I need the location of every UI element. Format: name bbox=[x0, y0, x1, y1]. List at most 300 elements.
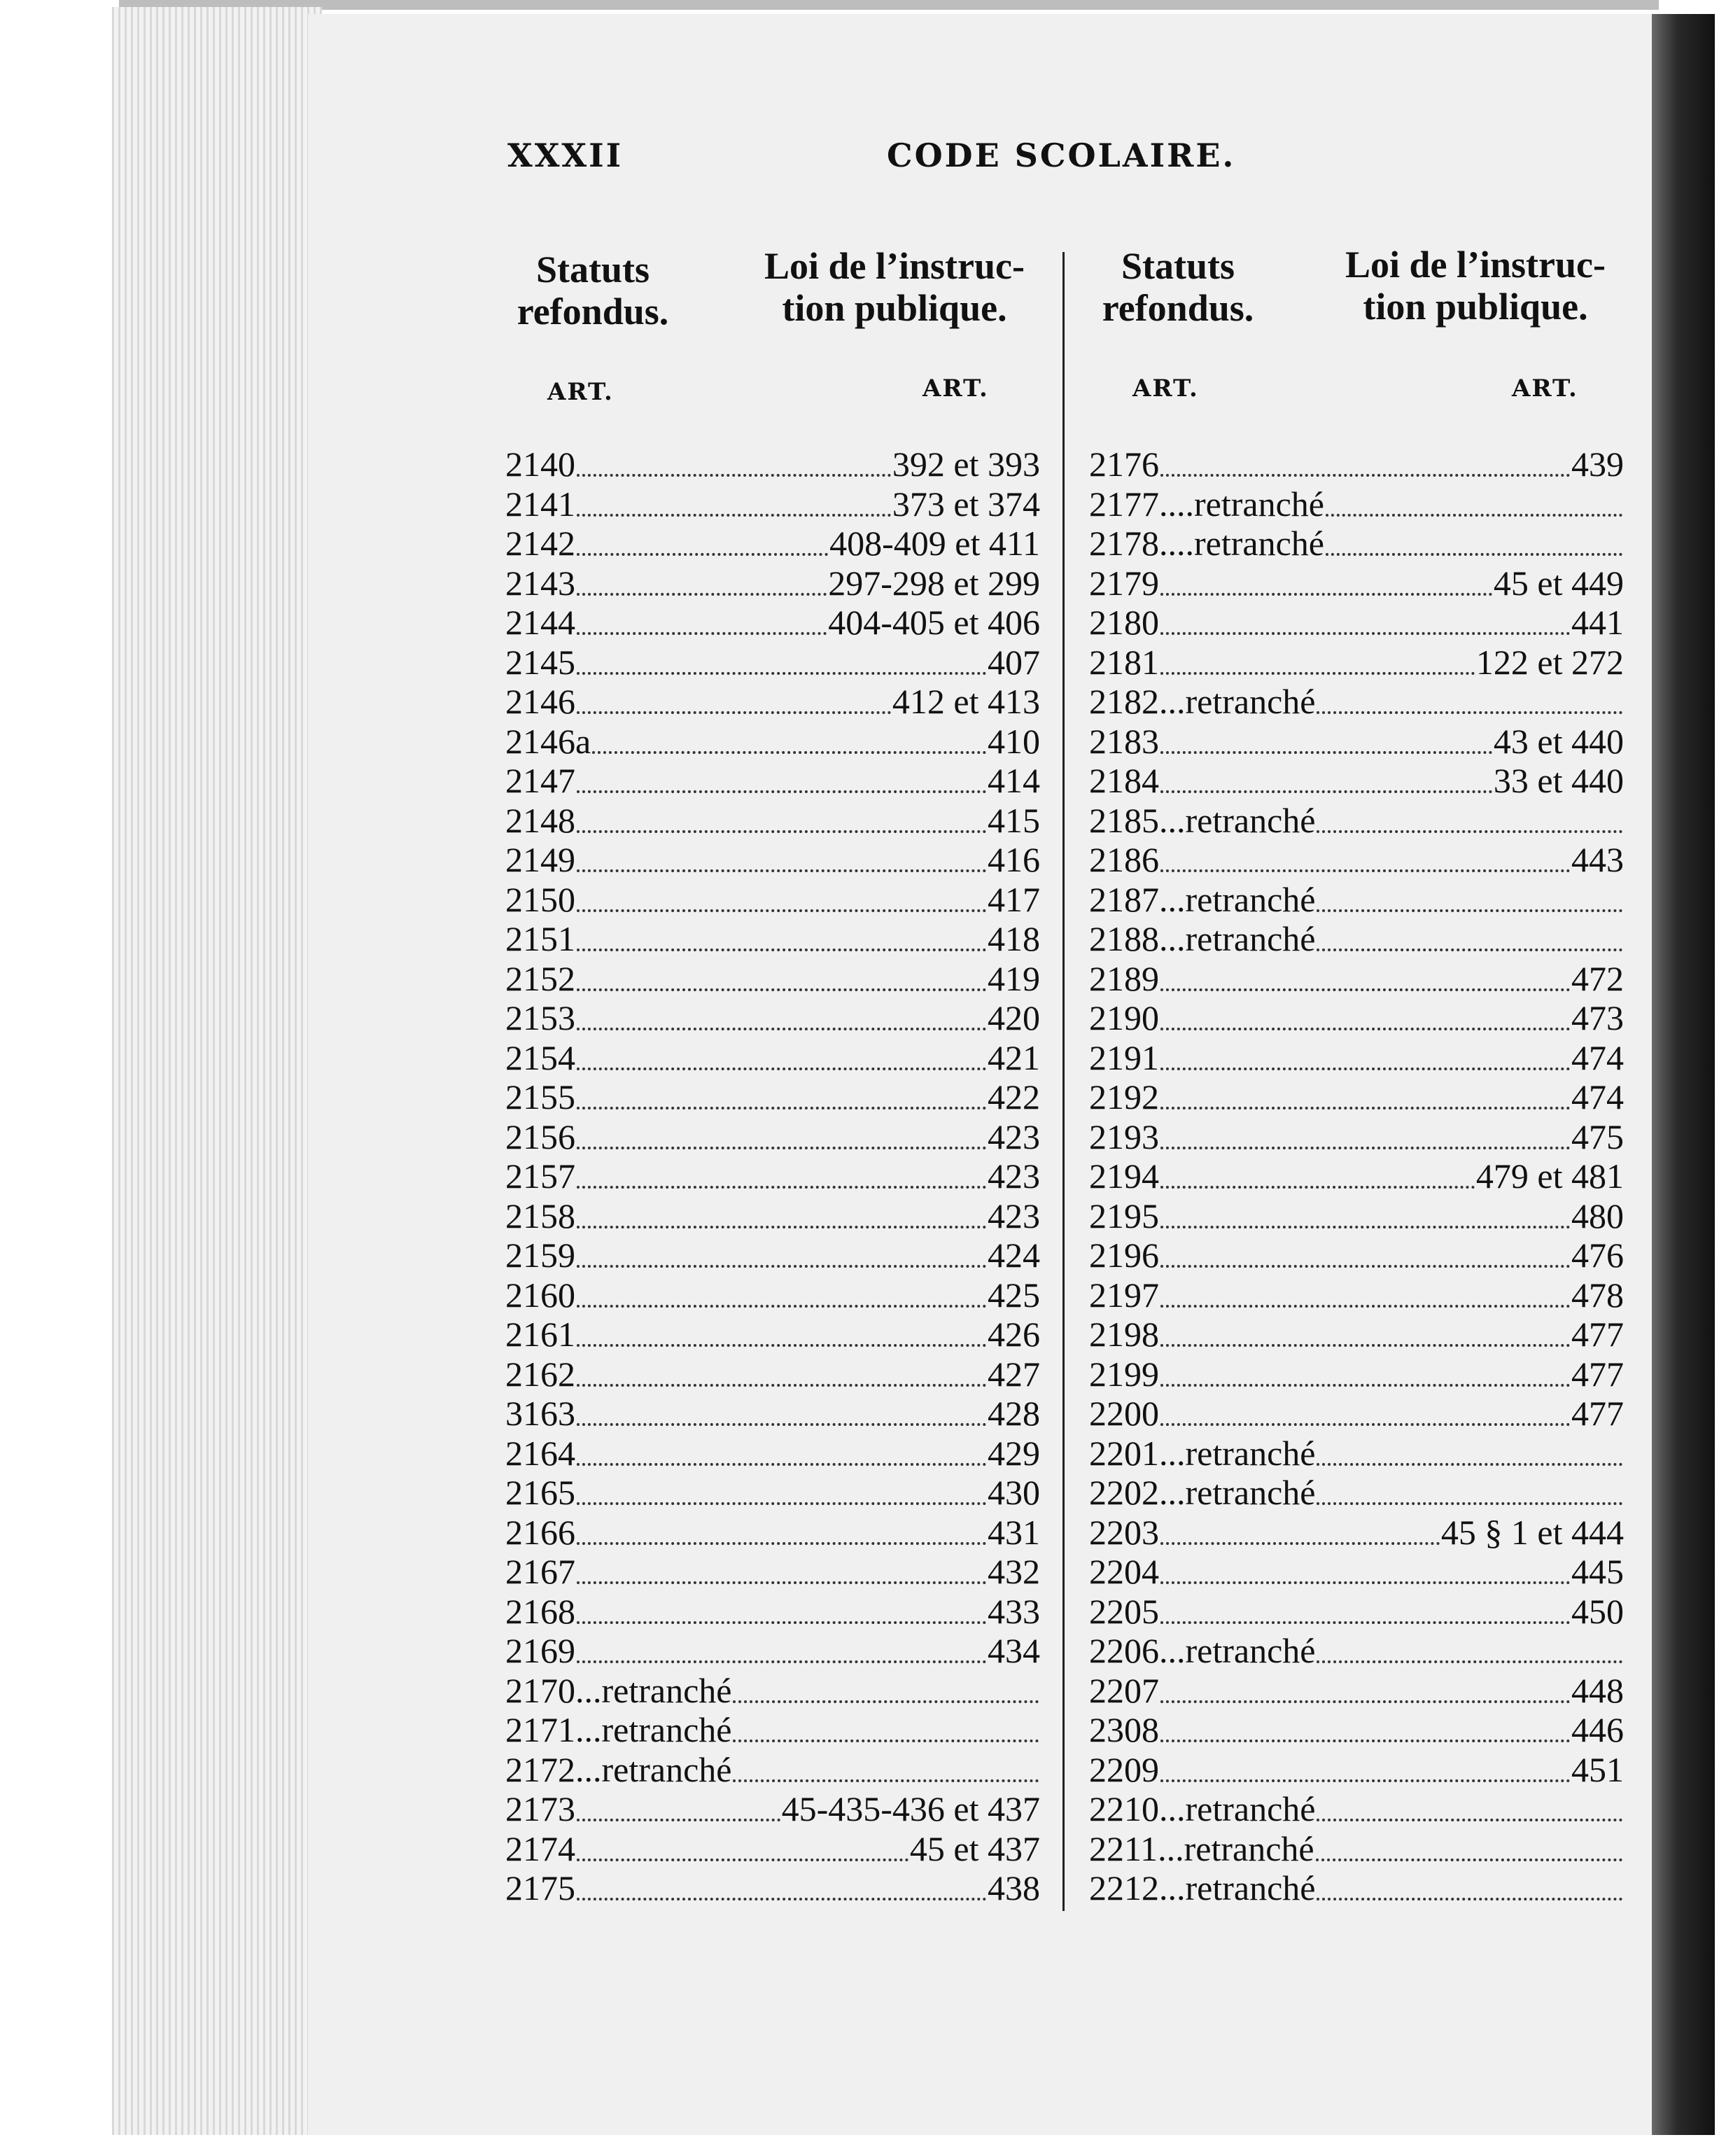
dot-leader bbox=[577, 948, 986, 951]
law-article: 414 bbox=[988, 761, 1040, 800]
table-row bbox=[505, 524, 1040, 564]
table-row bbox=[505, 880, 1040, 920]
dot-leader bbox=[1160, 1384, 1570, 1387]
table-row bbox=[505, 1156, 1040, 1196]
table-row bbox=[505, 444, 1040, 484]
heading-line: Statuts bbox=[1121, 245, 1235, 287]
law-article: 479 et 481 bbox=[1475, 1156, 1624, 1196]
table-row bbox=[1089, 524, 1624, 564]
statute-article: 2149 bbox=[505, 840, 575, 879]
statute-article: 2206...retranché bbox=[1089, 1631, 1316, 1670]
statute-article: 2193 bbox=[1089, 1116, 1159, 1156]
table-row bbox=[505, 1710, 1040, 1750]
dot-leader bbox=[1160, 474, 1570, 477]
dot-leader bbox=[577, 1147, 986, 1149]
dot-leader bbox=[577, 1305, 986, 1308]
statute-article: 2205 bbox=[1089, 1591, 1159, 1631]
left-concordance-table bbox=[505, 444, 1040, 1908]
table-row bbox=[1089, 919, 1624, 959]
statute-article: 2150 bbox=[505, 879, 575, 919]
law-article: 392 et 393 bbox=[892, 444, 1040, 484]
table-row bbox=[505, 1750, 1040, 1790]
dot-leader bbox=[577, 1463, 986, 1466]
table-row bbox=[505, 1631, 1040, 1671]
statute-article: 2153 bbox=[505, 998, 575, 1037]
law-article: 419 bbox=[988, 958, 1040, 998]
law-article: 431 bbox=[988, 1512, 1040, 1552]
dot-leader bbox=[1160, 1700, 1570, 1703]
law-article: 423 bbox=[988, 1116, 1040, 1156]
table-row bbox=[505, 1434, 1040, 1474]
law-article: 421 bbox=[988, 1037, 1040, 1077]
statute-article: 2145 bbox=[505, 642, 575, 682]
table-row bbox=[1089, 1473, 1624, 1513]
table-row bbox=[1089, 998, 1624, 1038]
dot-leader bbox=[1317, 711, 1622, 714]
table-row bbox=[505, 1354, 1040, 1394]
heading-line: Loi de l’instruc- bbox=[764, 245, 1025, 287]
dot-leader bbox=[1160, 672, 1475, 675]
dot-leader bbox=[1160, 790, 1492, 793]
heading-line: Loi de l’instruc- bbox=[1345, 244, 1606, 286]
dot-leader bbox=[577, 553, 828, 556]
right-concordance-table bbox=[1089, 444, 1624, 1908]
heading-line: refondus. bbox=[1102, 287, 1254, 329]
table-row bbox=[1089, 1196, 1624, 1236]
statute-article: 2158 bbox=[505, 1196, 575, 1236]
dot-leader bbox=[577, 1423, 986, 1426]
column-divider bbox=[1062, 252, 1065, 1911]
statute-article: 2152 bbox=[505, 958, 575, 998]
table-row bbox=[1089, 1394, 1624, 1434]
table-row bbox=[505, 1236, 1040, 1275]
table-row bbox=[1089, 1829, 1624, 1869]
dot-leader bbox=[1160, 1068, 1570, 1070]
dot-leader bbox=[1160, 1265, 1570, 1268]
table-row bbox=[1089, 603, 1624, 643]
law-article: 445 bbox=[1571, 1552, 1624, 1591]
table-row bbox=[505, 603, 1040, 643]
table-row bbox=[1089, 1631, 1624, 1671]
statute-article: 2157 bbox=[505, 1156, 575, 1196]
dot-leader bbox=[577, 1265, 986, 1268]
statute-article: 2201...retranché bbox=[1089, 1433, 1316, 1473]
law-article: 45 et 449 bbox=[1493, 563, 1624, 603]
law-article: 422 bbox=[988, 1077, 1040, 1116]
statute-article: 2176 bbox=[1089, 444, 1159, 484]
statute-article: 2191 bbox=[1089, 1037, 1159, 1077]
table-row bbox=[505, 1592, 1040, 1632]
statute-article: 2183 bbox=[1089, 721, 1159, 761]
dot-leader bbox=[577, 1344, 986, 1347]
dot-leader bbox=[1317, 1819, 1622, 1821]
statute-article: 2202...retranché bbox=[1089, 1473, 1316, 1512]
statute-article: 2151 bbox=[505, 919, 575, 958]
dot-leader bbox=[577, 1502, 986, 1505]
dot-leader bbox=[1160, 869, 1570, 872]
statute-article: 2175 bbox=[505, 1868, 575, 1907]
statute-article: 2195 bbox=[1089, 1196, 1159, 1236]
table-row bbox=[1089, 1354, 1624, 1394]
table-row bbox=[505, 564, 1040, 603]
dot-leader bbox=[1326, 553, 1622, 556]
dot-leader bbox=[577, 1186, 986, 1189]
statute-article: 2164 bbox=[505, 1433, 575, 1473]
dot-leader bbox=[577, 672, 986, 675]
law-article: 474 bbox=[1571, 1037, 1624, 1077]
law-article: 423 bbox=[988, 1196, 1040, 1236]
statute-article: 2169 bbox=[505, 1631, 575, 1670]
table-row bbox=[505, 1513, 1040, 1553]
table-row bbox=[505, 761, 1040, 801]
table-row bbox=[505, 1038, 1040, 1078]
statute-article: 2173 bbox=[505, 1789, 575, 1828]
table-row bbox=[505, 1315, 1040, 1354]
statute-article: 2210...retranché bbox=[1089, 1789, 1316, 1828]
dot-leader bbox=[577, 1581, 986, 1584]
law-article: 473 bbox=[1571, 998, 1624, 1037]
dot-leader bbox=[577, 1028, 986, 1030]
table-row bbox=[1089, 682, 1624, 722]
dot-leader bbox=[1160, 988, 1570, 991]
law-article: 438 bbox=[988, 1868, 1040, 1907]
law-article: 410 bbox=[988, 721, 1040, 761]
table-row bbox=[1089, 1077, 1624, 1117]
table-row bbox=[1089, 1275, 1624, 1315]
statute-article: 2186 bbox=[1089, 840, 1159, 879]
page-title: CODE SCOLAIRE. bbox=[887, 136, 1236, 174]
heading-line: refondus. bbox=[517, 290, 669, 332]
dot-leader bbox=[577, 632, 827, 635]
table-row bbox=[505, 919, 1040, 959]
statute-article: 2146a bbox=[505, 721, 591, 761]
table-row bbox=[1089, 1592, 1624, 1632]
law-article: 441 bbox=[1571, 603, 1624, 642]
table-row bbox=[505, 959, 1040, 999]
statute-article: 2154 bbox=[505, 1037, 575, 1077]
law-article: 428 bbox=[988, 1394, 1040, 1433]
table-row bbox=[1089, 564, 1624, 603]
dot-leader bbox=[577, 1858, 908, 1861]
statute-article: 2181 bbox=[1089, 642, 1159, 682]
dot-leader bbox=[1160, 632, 1570, 635]
dot-leader bbox=[1317, 948, 1622, 951]
law-article: 432 bbox=[988, 1552, 1040, 1591]
dot-leader bbox=[577, 1819, 780, 1821]
law-article: 439 bbox=[1571, 444, 1624, 484]
table-row bbox=[1089, 1710, 1624, 1750]
table-row bbox=[505, 1275, 1040, 1315]
dot-leader bbox=[1160, 1542, 1440, 1545]
statute-article: 2209 bbox=[1089, 1749, 1159, 1789]
law-article: 427 bbox=[988, 1354, 1040, 1394]
statute-article: 2155 bbox=[505, 1077, 575, 1116]
statute-article: 2197 bbox=[1089, 1275, 1159, 1315]
statute-article: 2179 bbox=[1089, 563, 1159, 603]
dot-leader bbox=[592, 751, 986, 754]
statute-article: 2160 bbox=[505, 1275, 575, 1315]
table-row bbox=[505, 1394, 1040, 1434]
dot-leader bbox=[1160, 1779, 1570, 1782]
table-row bbox=[505, 1117, 1040, 1157]
dot-leader bbox=[577, 830, 986, 833]
dot-leader bbox=[1316, 1858, 1622, 1861]
table-row bbox=[1089, 801, 1624, 841]
law-article: 477 bbox=[1571, 1394, 1624, 1433]
law-article: 415 bbox=[988, 800, 1040, 840]
table-row bbox=[1089, 1117, 1624, 1157]
dot-leader bbox=[577, 711, 891, 714]
law-article: 430 bbox=[988, 1473, 1040, 1512]
table-row bbox=[505, 484, 1040, 524]
table-row bbox=[505, 840, 1040, 880]
dot-leader bbox=[577, 988, 986, 991]
table-row bbox=[1089, 880, 1624, 920]
left-art-label-2: ART. bbox=[922, 374, 989, 402]
law-article: 426 bbox=[988, 1315, 1040, 1354]
law-article: 474 bbox=[1571, 1077, 1624, 1116]
law-article: 429 bbox=[988, 1433, 1040, 1473]
left-heading-statuts bbox=[498, 248, 687, 332]
book-page-edges bbox=[112, 7, 322, 2135]
dot-leader bbox=[577, 790, 986, 793]
statute-article: 2177....retranché bbox=[1089, 484, 1324, 524]
statute-article: 2172...retranché bbox=[505, 1749, 732, 1789]
law-article: 424 bbox=[988, 1236, 1040, 1275]
dot-leader bbox=[1326, 514, 1622, 517]
law-article: 477 bbox=[1571, 1315, 1624, 1354]
statute-article: 2308 bbox=[1089, 1710, 1159, 1749]
table-row bbox=[505, 643, 1040, 682]
dot-leader bbox=[577, 909, 986, 912]
dot-leader bbox=[1160, 1226, 1570, 1228]
table-row bbox=[1089, 1868, 1624, 1908]
table-row bbox=[505, 1552, 1040, 1592]
statute-article: 2182...retranché bbox=[1089, 682, 1316, 721]
table-row bbox=[505, 682, 1040, 722]
dot-leader bbox=[1160, 1186, 1475, 1189]
dot-leader bbox=[1317, 1463, 1622, 1466]
dot-leader bbox=[1160, 1423, 1570, 1426]
dot-leader bbox=[577, 1068, 986, 1070]
dot-leader bbox=[1160, 1147, 1570, 1149]
heading-line: tion publique. bbox=[1363, 286, 1588, 328]
left-heading-loi bbox=[741, 245, 1048, 329]
statute-article: 2180 bbox=[1089, 603, 1159, 642]
table-row bbox=[505, 1789, 1040, 1829]
table-row bbox=[505, 1868, 1040, 1908]
running-head bbox=[507, 136, 1599, 178]
right-heading-loi bbox=[1321, 244, 1629, 328]
statute-article: 2170...retranché bbox=[505, 1670, 732, 1710]
statute-article: 2203 bbox=[1089, 1512, 1159, 1552]
law-article: 412 et 413 bbox=[892, 682, 1040, 721]
dot-leader bbox=[733, 1740, 1039, 1742]
dot-leader bbox=[577, 1107, 986, 1110]
statute-article: 2212...retranché bbox=[1089, 1868, 1316, 1907]
binding-shadow bbox=[1652, 14, 1715, 2135]
law-article: 434 bbox=[988, 1631, 1040, 1670]
statute-article: 2196 bbox=[1089, 1236, 1159, 1275]
statute-article: 2199 bbox=[1089, 1354, 1159, 1394]
law-article: 475 bbox=[1571, 1116, 1624, 1156]
law-article: 45 § 1 et 444 bbox=[1440, 1512, 1624, 1552]
law-article: 407 bbox=[988, 642, 1040, 682]
table-row bbox=[505, 801, 1040, 841]
table-row bbox=[505, 1196, 1040, 1236]
table-row bbox=[505, 1671, 1040, 1711]
heading-line: Statuts bbox=[535, 248, 650, 290]
table-row bbox=[1089, 722, 1624, 762]
statute-article: 2143 bbox=[505, 563, 575, 603]
law-article: 446 bbox=[1571, 1710, 1624, 1749]
statute-article: 2207 bbox=[1089, 1670, 1159, 1710]
statute-article: 2140 bbox=[505, 444, 575, 484]
law-article: 425 bbox=[988, 1275, 1040, 1315]
statute-article: 2198 bbox=[1089, 1315, 1159, 1354]
law-article: 448 bbox=[1571, 1670, 1624, 1710]
law-article: 373 et 374 bbox=[892, 484, 1040, 524]
law-article: 122 et 272 bbox=[1475, 642, 1624, 682]
dot-leader bbox=[577, 1660, 986, 1663]
law-article: 450 bbox=[1571, 1591, 1624, 1631]
dot-leader bbox=[1160, 1344, 1570, 1347]
law-article: 404-405 et 406 bbox=[828, 603, 1040, 642]
statute-article: 2185...retranché bbox=[1089, 800, 1316, 840]
table-row bbox=[1089, 484, 1624, 524]
law-article: 451 bbox=[1571, 1749, 1624, 1789]
statute-article: 2190 bbox=[1089, 998, 1159, 1037]
dot-leader bbox=[1317, 1660, 1622, 1663]
dot-leader bbox=[577, 1226, 986, 1228]
statute-article: 2156 bbox=[505, 1116, 575, 1156]
law-article: 472 bbox=[1571, 958, 1624, 998]
law-article: 33 et 440 bbox=[1493, 761, 1624, 800]
dot-leader bbox=[1160, 1581, 1570, 1584]
statute-article: 2161 bbox=[505, 1315, 575, 1354]
table-row bbox=[1089, 444, 1624, 484]
law-article: 416 bbox=[988, 840, 1040, 879]
law-article: 478 bbox=[1571, 1275, 1624, 1315]
left-art-label-1: ART. bbox=[547, 378, 614, 406]
statute-article: 2204 bbox=[1089, 1552, 1159, 1591]
table-row bbox=[1089, 761, 1624, 801]
law-article: 45 et 437 bbox=[909, 1828, 1040, 1868]
statute-article: 2167 bbox=[505, 1552, 575, 1591]
table-row bbox=[1089, 1552, 1624, 1592]
dot-leader bbox=[1160, 751, 1492, 754]
dot-leader bbox=[1317, 1898, 1622, 1900]
dot-leader bbox=[1160, 1107, 1570, 1110]
law-article: 443 bbox=[1571, 840, 1624, 879]
law-article: 480 bbox=[1571, 1196, 1624, 1236]
dot-leader bbox=[1317, 909, 1622, 912]
law-article: 433 bbox=[988, 1591, 1040, 1631]
law-article: 420 bbox=[988, 998, 1040, 1037]
table-row bbox=[505, 722, 1040, 762]
statute-article: 2144 bbox=[505, 603, 575, 642]
dot-leader bbox=[1160, 593, 1492, 596]
right-art-label-1: ART. bbox=[1132, 374, 1199, 402]
page-top-shadow bbox=[119, 0, 1659, 10]
statute-article: 2141 bbox=[505, 484, 575, 524]
dot-leader bbox=[733, 1779, 1039, 1782]
statute-article: 2171...retranché bbox=[505, 1710, 732, 1749]
statute-article: 2165 bbox=[505, 1473, 575, 1512]
law-article: 476 bbox=[1571, 1236, 1624, 1275]
dot-leader bbox=[577, 869, 986, 872]
law-article: 408-409 et 411 bbox=[829, 524, 1040, 563]
right-heading-statuts bbox=[1083, 245, 1272, 329]
table-row bbox=[1089, 840, 1624, 880]
dot-leader bbox=[1160, 1621, 1570, 1624]
statute-article: 2187...retranché bbox=[1089, 879, 1316, 919]
table-row bbox=[505, 1077, 1040, 1117]
dot-leader bbox=[577, 593, 827, 596]
statute-article: 2174 bbox=[505, 1828, 575, 1868]
dot-leader bbox=[1160, 1028, 1570, 1030]
statute-article: 2142 bbox=[505, 524, 575, 563]
statute-article: 2194 bbox=[1089, 1156, 1159, 1196]
statute-article: 2178....retranché bbox=[1089, 524, 1324, 563]
dot-leader bbox=[1160, 1305, 1570, 1308]
dot-leader bbox=[733, 1700, 1039, 1703]
statute-article: 2148 bbox=[505, 800, 575, 840]
statute-article: 2162 bbox=[505, 1354, 575, 1394]
table-row bbox=[1089, 1315, 1624, 1354]
dot-leader bbox=[577, 514, 891, 517]
statute-article: 2200 bbox=[1089, 1394, 1159, 1433]
dot-leader bbox=[577, 1542, 986, 1545]
statute-article: 2189 bbox=[1089, 958, 1159, 998]
dot-leader bbox=[577, 1621, 986, 1624]
dot-leader bbox=[577, 1384, 986, 1387]
table-row bbox=[1089, 959, 1624, 999]
law-article: 43 et 440 bbox=[1493, 721, 1624, 761]
law-article: 45-435-436 et 437 bbox=[781, 1789, 1040, 1828]
law-article: 297-298 et 299 bbox=[828, 563, 1040, 603]
statute-article: 2147 bbox=[505, 761, 575, 800]
law-article: 477 bbox=[1571, 1354, 1624, 1394]
dot-leader bbox=[577, 474, 891, 477]
dot-leader bbox=[577, 1898, 986, 1900]
table-row bbox=[1089, 1513, 1624, 1553]
heading-line: tion publique. bbox=[782, 287, 1007, 329]
table-row bbox=[1089, 1156, 1624, 1196]
table-row bbox=[1089, 1789, 1624, 1829]
table-row bbox=[1089, 1671, 1624, 1711]
law-article: 417 bbox=[988, 879, 1040, 919]
table-row bbox=[1089, 1236, 1624, 1275]
table-row bbox=[1089, 643, 1624, 682]
statute-article: 2146 bbox=[505, 682, 575, 721]
statute-article: 2166 bbox=[505, 1512, 575, 1552]
statute-article: 2188...retranché bbox=[1089, 919, 1316, 958]
statute-article: 3163 bbox=[505, 1394, 575, 1433]
statute-article: 2184 bbox=[1089, 761, 1159, 800]
dot-leader bbox=[1160, 1740, 1570, 1742]
statute-article: 2168 bbox=[505, 1591, 575, 1631]
page-number: XXXII bbox=[507, 136, 624, 174]
dot-leader bbox=[1317, 1502, 1622, 1505]
right-art-label-2: ART. bbox=[1512, 374, 1578, 402]
table-row bbox=[1089, 1038, 1624, 1078]
statute-article: 2192 bbox=[1089, 1077, 1159, 1116]
statute-article: 2159 bbox=[505, 1236, 575, 1275]
table-row bbox=[1089, 1750, 1624, 1790]
statute-article: 2211...retranché bbox=[1089, 1828, 1314, 1868]
law-article: 423 bbox=[988, 1156, 1040, 1196]
